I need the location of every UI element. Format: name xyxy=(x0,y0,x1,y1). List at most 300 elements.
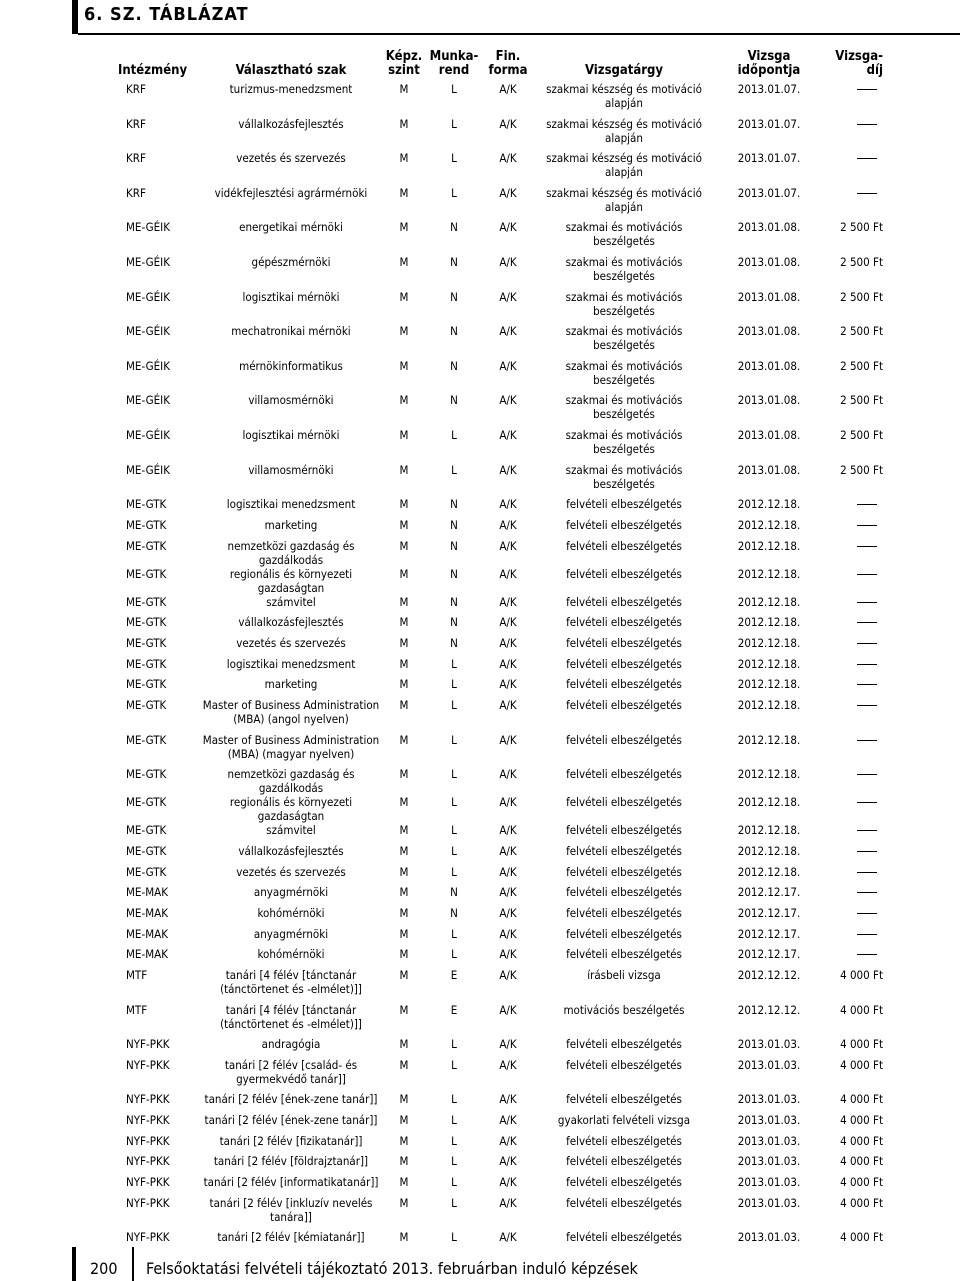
cell-exam-date: 2013.01.03. xyxy=(737,1195,801,1210)
cell-schedule: L xyxy=(451,843,457,858)
cell-program: tanári [2 félév [inkluzív nevelés tanára]] xyxy=(209,1195,373,1224)
cell-exam-date: 2013.01.08. xyxy=(737,220,801,235)
cell-funding: A/K xyxy=(499,1154,517,1169)
table-row xyxy=(110,324,885,359)
cell-level: M xyxy=(399,151,409,166)
no-fee-dash xyxy=(857,622,877,623)
cell-institution: ME-GTK xyxy=(126,697,167,712)
cell-exam-date: 2013.01.08. xyxy=(737,393,801,408)
cell-exam-fee xyxy=(824,698,885,733)
cell-funding: A/K xyxy=(499,947,517,962)
cell-funding: A/K xyxy=(499,427,517,442)
cell-exam-subject: szakmai és motivációs beszélgetés xyxy=(565,220,683,249)
cell-schedule: L xyxy=(451,1037,457,1052)
no-fee-dash xyxy=(857,872,877,873)
cell-level: M xyxy=(399,324,409,339)
cell-institution: ME-GTK xyxy=(126,823,167,838)
cell-exam-subject: felvételi elbeszélgetés xyxy=(566,1230,682,1245)
no-fee-dash xyxy=(857,193,877,194)
header-institution: Intézmény xyxy=(118,63,188,78)
table-row xyxy=(110,615,885,636)
cell-funding: A/K xyxy=(499,697,517,712)
cell-institution: ME-GTK xyxy=(126,615,167,630)
cell-exam-fee: 2 500 Ft xyxy=(840,462,883,477)
cell-exam-date: 2012.12.18. xyxy=(737,656,801,671)
cell-funding: A/K xyxy=(499,116,517,131)
table-row xyxy=(110,767,885,795)
cell-level: M xyxy=(399,967,409,982)
table-row xyxy=(110,677,885,698)
cell-exam-subject: felvételi elbeszélgetés xyxy=(566,1195,682,1210)
no-fee-dash xyxy=(857,574,877,575)
cell-program: számvitel xyxy=(266,594,316,609)
cell-level: M xyxy=(399,1175,409,1190)
cell-exam-date: 2012.12.17. xyxy=(737,885,801,900)
cell-level: M xyxy=(399,116,409,131)
cell-exam-subject: szakmai és motivációs beszélgetés xyxy=(565,324,683,353)
cell-exam-fee: 2 500 Ft xyxy=(840,289,883,304)
cell-schedule: N xyxy=(450,594,458,609)
cell-institution: NYF-PKK xyxy=(126,1092,170,1107)
table-row xyxy=(110,657,885,678)
cell-exam-date: 2012.12.12. xyxy=(737,967,801,982)
header-exam-date: Vizsga időpontja xyxy=(737,49,801,78)
cell-program: nemzetközi gazdaság és gazdálkodás xyxy=(227,767,355,796)
cell-institution: ME-GÉIK xyxy=(126,289,171,304)
cell-schedule: N xyxy=(450,905,458,920)
cell-institution: MTF xyxy=(126,1002,148,1017)
cell-exam-fee xyxy=(824,539,885,567)
table-row xyxy=(110,539,885,567)
cell-exam-subject: felvételi elbeszélgetés xyxy=(566,864,682,879)
cell-exam-subject: felvételi elbeszélgetés xyxy=(566,1057,682,1072)
cell-exam-subject: felvételi elbeszélgetés xyxy=(566,732,682,747)
cell-funding: A/K xyxy=(499,289,517,304)
cell-program: logisztikai mérnöki xyxy=(242,427,340,442)
cell-funding: A/K xyxy=(499,497,517,512)
no-fee-dash xyxy=(857,504,877,505)
cell-funding: A/K xyxy=(499,151,517,166)
cell-exam-subject: szakmai készség és motiváció alapján xyxy=(546,151,702,180)
cell-exam-fee xyxy=(824,844,885,865)
no-fee-dash xyxy=(857,740,877,741)
cell-exam-fee xyxy=(824,733,885,768)
cell-exam-fee: 4 000 Ft xyxy=(840,1175,883,1190)
header-exam-fee: Vizsga- díj xyxy=(835,49,883,78)
cell-schedule: N xyxy=(450,289,458,304)
cell-exam-fee: 4 000 Ft xyxy=(840,967,883,982)
cell-exam-subject: felvételi elbeszélgetés xyxy=(566,1175,682,1190)
cell-exam-date: 2013.01.07. xyxy=(737,185,801,200)
table-row xyxy=(110,497,885,518)
cell-level: M xyxy=(399,393,409,408)
cell-exam-subject: felvételi elbeszélgetés xyxy=(566,615,682,630)
cell-level: M xyxy=(399,843,409,858)
cell-institution: ME-GTK xyxy=(126,594,167,609)
cell-institution: ME-GÉIK xyxy=(126,358,171,373)
cell-institution: ME-GÉIK xyxy=(126,324,171,339)
header-exam-subject: Vizsgatárgy xyxy=(584,63,664,78)
cell-level: M xyxy=(399,732,409,747)
table-row xyxy=(110,290,885,325)
cell-exam-subject: szakmai és motivációs beszélgetés xyxy=(565,427,683,456)
table-row xyxy=(110,1037,885,1058)
cell-exam-fee xyxy=(824,906,885,927)
table-row xyxy=(110,428,885,463)
cell-exam-fee xyxy=(824,82,885,117)
cell-level: M xyxy=(399,185,409,200)
no-fee-dash xyxy=(857,830,877,831)
cell-schedule: E xyxy=(450,1002,458,1017)
cell-exam-date: 2012.12.18. xyxy=(737,497,801,512)
cell-exam-fee xyxy=(824,657,885,678)
footer-bar xyxy=(72,1247,76,1281)
cell-exam-date: 2012.12.18. xyxy=(737,795,801,810)
table-row xyxy=(110,885,885,906)
cell-level: M xyxy=(399,823,409,838)
cell-schedule: N xyxy=(450,254,458,269)
table-row xyxy=(110,567,885,595)
cell-funding: A/K xyxy=(499,393,517,408)
cell-program: tanári [2 félév [kémiatanár]] xyxy=(217,1230,365,1245)
cell-level: M xyxy=(399,427,409,442)
cell-exam-date: 2013.01.03. xyxy=(737,1037,801,1052)
cell-exam-date: 2012.12.18. xyxy=(737,732,801,747)
cell-schedule: L xyxy=(451,1133,457,1148)
no-fee-dash xyxy=(857,525,877,526)
no-fee-dash xyxy=(857,89,877,90)
cell-schedule: N xyxy=(450,885,458,900)
no-fee-dash xyxy=(857,546,877,547)
cell-exam-subject: szakmai készség és motiváció alapján xyxy=(546,116,702,145)
cell-funding: A/K xyxy=(499,324,517,339)
cell-program: vállalkozásfejlesztés xyxy=(238,843,344,858)
cell-schedule: L xyxy=(451,656,457,671)
table-body xyxy=(110,82,885,1251)
cell-program: marketing xyxy=(264,677,318,692)
cell-exam-fee: 4 000 Ft xyxy=(840,1057,883,1072)
cell-exam-date: 2012.12.18. xyxy=(737,594,801,609)
cell-institution: ME-GTK xyxy=(126,538,167,553)
cell-exam-fee xyxy=(824,885,885,906)
cell-schedule: N xyxy=(450,358,458,373)
cell-exam-subject: felvételi elbeszélgetés xyxy=(566,635,682,650)
cell-institution: ME-MAK xyxy=(126,905,168,920)
cell-institution: ME-MAK xyxy=(126,926,168,941)
no-fee-dash xyxy=(857,802,877,803)
no-fee-dash xyxy=(857,774,877,775)
cell-funding: A/K xyxy=(499,615,517,630)
cell-schedule: N xyxy=(450,615,458,630)
cell-schedule: L xyxy=(451,1195,457,1210)
cell-institution: NYF-PKK xyxy=(126,1113,170,1128)
cell-institution: ME-GTK xyxy=(126,635,167,650)
no-fee-dash xyxy=(857,954,877,955)
cell-program: tanári [2 félév [ének-zene tanár]] xyxy=(204,1092,378,1107)
cell-exam-date: 2013.01.03. xyxy=(737,1230,801,1245)
cell-schedule: L xyxy=(451,823,457,838)
cell-exam-fee: 4 000 Ft xyxy=(840,1002,883,1017)
cell-exam-date: 2013.01.08. xyxy=(737,427,801,442)
table-row xyxy=(110,1003,885,1038)
cell-exam-fee: 4 000 Ft xyxy=(840,1037,883,1052)
cell-institution: ME-GTK xyxy=(126,566,167,581)
no-fee-dash xyxy=(857,124,877,125)
cell-program: tanári [2 félév [fizikatanár]] xyxy=(219,1133,363,1148)
cell-funding: A/K xyxy=(499,1002,517,1017)
cell-exam-date: 2013.01.03. xyxy=(737,1154,801,1169)
cell-funding: A/K xyxy=(499,517,517,532)
cell-exam-subject: felvételi elbeszélgetés xyxy=(566,926,682,941)
cell-program: vállalkozásfejlesztés xyxy=(238,116,344,131)
cell-program: mérnökinformatikus xyxy=(239,358,343,373)
table-row xyxy=(110,1092,885,1113)
cell-exam-date: 2013.01.03. xyxy=(737,1113,801,1128)
cell-level: M xyxy=(399,517,409,532)
cell-exam-subject: felvételi elbeszélgetés xyxy=(566,767,682,782)
cell-exam-date: 2013.01.03. xyxy=(737,1057,801,1072)
cell-exam-date: 2013.01.03. xyxy=(737,1175,801,1190)
cell-institution: KRF xyxy=(126,116,146,131)
cell-exam-date: 2013.01.08. xyxy=(737,462,801,477)
cell-exam-subject: szakmai készség és motiváció alapján xyxy=(546,185,702,214)
cell-level: M xyxy=(399,656,409,671)
table-row xyxy=(110,865,885,886)
cell-exam-subject: motivációs beszélgetés xyxy=(563,1002,685,1017)
cell-program: tanári [4 félév [tánctanár (tánctörtenet és -elmélet)]] xyxy=(220,967,362,996)
cell-funding: A/K xyxy=(499,732,517,747)
cell-funding: A/K xyxy=(499,795,517,810)
cell-institution: ME-MAK xyxy=(126,885,168,900)
cell-schedule: L xyxy=(451,1092,457,1107)
cell-institution: ME-GTK xyxy=(126,843,167,858)
cell-program: logisztikai menedzsment xyxy=(226,497,356,512)
cell-exam-date: 2012.12.17. xyxy=(737,926,801,941)
cell-exam-subject: felvételi elbeszélgetés xyxy=(566,795,682,810)
cell-funding: A/K xyxy=(499,1195,517,1210)
cell-level: M xyxy=(399,885,409,900)
table-header-row xyxy=(110,50,885,82)
cell-funding: A/K xyxy=(499,885,517,900)
cell-institution: ME-MAK xyxy=(126,947,168,962)
cell-program: kohómérnöki xyxy=(257,905,325,920)
cell-exam-fee xyxy=(824,767,885,795)
cell-schedule: L xyxy=(451,427,457,442)
cell-funding: A/K xyxy=(499,1057,517,1072)
cell-funding: A/K xyxy=(499,1133,517,1148)
cell-level: M xyxy=(399,864,409,879)
table-row xyxy=(110,463,885,498)
cell-exam-date: 2013.01.08. xyxy=(737,358,801,373)
cell-exam-date: 2012.12.18. xyxy=(737,864,801,879)
cell-program: anyagmérnöki xyxy=(253,926,329,941)
cell-level: M xyxy=(399,615,409,630)
cell-exam-date: 2012.12.18. xyxy=(737,566,801,581)
cell-level: M xyxy=(399,1133,409,1148)
cell-program: tanári [2 félév [informatikatanár]] xyxy=(203,1175,379,1190)
cell-exam-fee: 2 500 Ft xyxy=(840,427,883,442)
table-row xyxy=(110,1113,885,1134)
cell-program: villamosmérnöki xyxy=(248,462,334,477)
cell-institution: ME-GTK xyxy=(126,767,167,782)
table-row xyxy=(110,82,885,117)
cell-exam-fee: 4 000 Ft xyxy=(840,1113,883,1128)
cell-exam-subject: felvételi elbeszélgetés xyxy=(566,656,682,671)
cell-program: gépészmérnöki xyxy=(251,254,331,269)
cell-institution: NYF-PKK xyxy=(126,1133,170,1148)
cell-program: vidékfejlesztési agrármérnöki xyxy=(214,185,368,200)
cell-schedule: L xyxy=(451,697,457,712)
table-row xyxy=(110,844,885,865)
cell-exam-subject: felvételi elbeszélgetés xyxy=(566,566,682,581)
cell-exam-subject: gyakorlati felvételi vizsga xyxy=(557,1113,691,1128)
cell-program: nemzetközi gazdaság és gazdálkodás xyxy=(227,538,355,567)
no-fee-dash xyxy=(857,158,877,159)
cell-program: anyagmérnöki xyxy=(253,885,329,900)
cell-institution: ME-GTK xyxy=(126,656,167,671)
cell-exam-subject: szakmai és motivációs beszélgetés xyxy=(565,289,683,318)
cell-schedule: L xyxy=(451,185,457,200)
cell-funding: A/K xyxy=(499,926,517,941)
cell-level: M xyxy=(399,1002,409,1017)
cell-schedule: N xyxy=(450,517,458,532)
cell-exam-fee xyxy=(824,615,885,636)
cell-level: M xyxy=(399,795,409,810)
cell-exam-date: 2013.01.08. xyxy=(737,324,801,339)
table-row xyxy=(110,1175,885,1196)
cell-exam-subject: felvételi elbeszélgetés xyxy=(566,843,682,858)
cell-institution: ME-GÉIK xyxy=(126,462,171,477)
cell-schedule: N xyxy=(450,497,458,512)
cell-level: M xyxy=(399,462,409,477)
cell-funding: A/K xyxy=(499,967,517,982)
cell-exam-fee: 2 500 Ft xyxy=(840,324,883,339)
table-row xyxy=(110,595,885,616)
no-fee-dash xyxy=(857,892,877,893)
cell-exam-date: 2013.01.08. xyxy=(737,254,801,269)
cell-exam-fee xyxy=(824,151,885,186)
cell-exam-subject: felvételi elbeszélgetés xyxy=(566,1092,682,1107)
table-row xyxy=(110,393,885,428)
page-number: 200 xyxy=(90,1259,118,1278)
cell-exam-subject: szakmai és motivációs beszélgetés xyxy=(565,393,683,422)
cell-funding: A/K xyxy=(499,220,517,235)
cell-program: logisztikai menedzsment xyxy=(226,656,356,671)
cell-exam-date: 2012.12.18. xyxy=(737,635,801,650)
cell-schedule: L xyxy=(451,677,457,692)
cell-exam-subject: felvételi elbeszélgetés xyxy=(566,538,682,553)
cell-institution: ME-GTK xyxy=(126,732,167,747)
cell-funding: A/K xyxy=(499,82,517,96)
cell-schedule: L xyxy=(451,82,457,96)
cell-exam-date: 2012.12.17. xyxy=(737,947,801,962)
cell-institution: ME-GÉIK xyxy=(126,427,171,442)
cell-funding: A/K xyxy=(499,823,517,838)
cell-funding: A/K xyxy=(499,843,517,858)
cell-schedule: L xyxy=(451,795,457,810)
cell-program: tanári [2 félév [földrajztanár]] xyxy=(213,1154,369,1169)
cell-level: M xyxy=(399,82,409,96)
cell-institution: NYF-PKK xyxy=(126,1175,170,1190)
cell-institution: NYF-PKK xyxy=(126,1230,170,1245)
table-row xyxy=(110,636,885,657)
table-row xyxy=(110,151,885,186)
header-program: Választható szak xyxy=(235,63,347,78)
cell-schedule: L xyxy=(451,947,457,962)
cell-funding: A/K xyxy=(499,462,517,477)
cell-exam-date: 2012.12.18. xyxy=(737,823,801,838)
cell-exam-date: 2012.12.18. xyxy=(737,697,801,712)
cell-program: regionális és környezeti gazdaságtan xyxy=(229,795,353,824)
cell-exam-fee: 2 500 Ft xyxy=(840,220,883,235)
table-row xyxy=(110,823,885,844)
cell-institution: MTF xyxy=(126,967,148,982)
cell-level: M xyxy=(399,697,409,712)
cell-level: M xyxy=(399,1195,409,1210)
no-fee-dash xyxy=(857,913,877,914)
cell-funding: A/K xyxy=(499,767,517,782)
cell-funding: A/K xyxy=(499,254,517,269)
cell-program: vezetés és szervezés xyxy=(236,151,346,166)
footer xyxy=(0,1247,960,1281)
cell-level: M xyxy=(399,635,409,650)
cell-schedule: N xyxy=(450,566,458,581)
cell-exam-fee xyxy=(824,947,885,968)
cell-exam-date: 2012.12.18. xyxy=(737,843,801,858)
cell-exam-fee: 4 000 Ft xyxy=(840,1195,883,1210)
table-row xyxy=(110,255,885,290)
cell-exam-fee xyxy=(824,823,885,844)
no-fee-dash xyxy=(857,643,877,644)
cell-schedule: N xyxy=(450,220,458,235)
cell-level: M xyxy=(399,1092,409,1107)
cell-level: M xyxy=(399,254,409,269)
exam-table xyxy=(110,50,885,1251)
cell-exam-fee xyxy=(824,117,885,152)
cell-program: kohómérnöki xyxy=(257,947,325,962)
cell-exam-subject: felvételi elbeszélgetés xyxy=(566,497,682,512)
cell-exam-date: 2013.01.08. xyxy=(737,289,801,304)
cell-program: vezetés és szervezés xyxy=(236,864,346,879)
cell-exam-fee: 2 500 Ft xyxy=(840,254,883,269)
cell-institution: ME-GTK xyxy=(126,677,167,692)
cell-exam-fee: 2 500 Ft xyxy=(840,358,883,373)
no-fee-dash xyxy=(857,934,877,935)
cell-program: marketing xyxy=(264,517,318,532)
cell-level: M xyxy=(399,538,409,553)
cell-exam-fee xyxy=(824,927,885,948)
cell-institution: NYF-PKK xyxy=(126,1037,170,1052)
cell-exam-fee: 4 000 Ft xyxy=(840,1230,883,1245)
cell-institution: ME-GÉIK xyxy=(126,393,171,408)
no-fee-dash xyxy=(857,664,877,665)
cell-funding: A/K xyxy=(499,185,517,200)
cell-level: M xyxy=(399,905,409,920)
header-level: Képz. szint xyxy=(385,49,423,78)
cell-program: energetikai mérnöki xyxy=(239,220,343,235)
cell-funding: A/K xyxy=(499,358,517,373)
cell-level: M xyxy=(399,1230,409,1245)
table-row xyxy=(110,117,885,152)
cell-program: andragógia xyxy=(261,1037,321,1052)
cell-institution: ME-GTK xyxy=(126,517,167,532)
no-fee-dash xyxy=(857,684,877,685)
cell-institution: NYF-PKK xyxy=(126,1154,170,1169)
cell-exam-subject: felvételi elbeszélgetés xyxy=(566,947,682,962)
cell-program: regionális és környezeti gazdaságtan xyxy=(229,566,353,595)
cell-funding: A/K xyxy=(499,656,517,671)
cell-level: M xyxy=(399,926,409,941)
